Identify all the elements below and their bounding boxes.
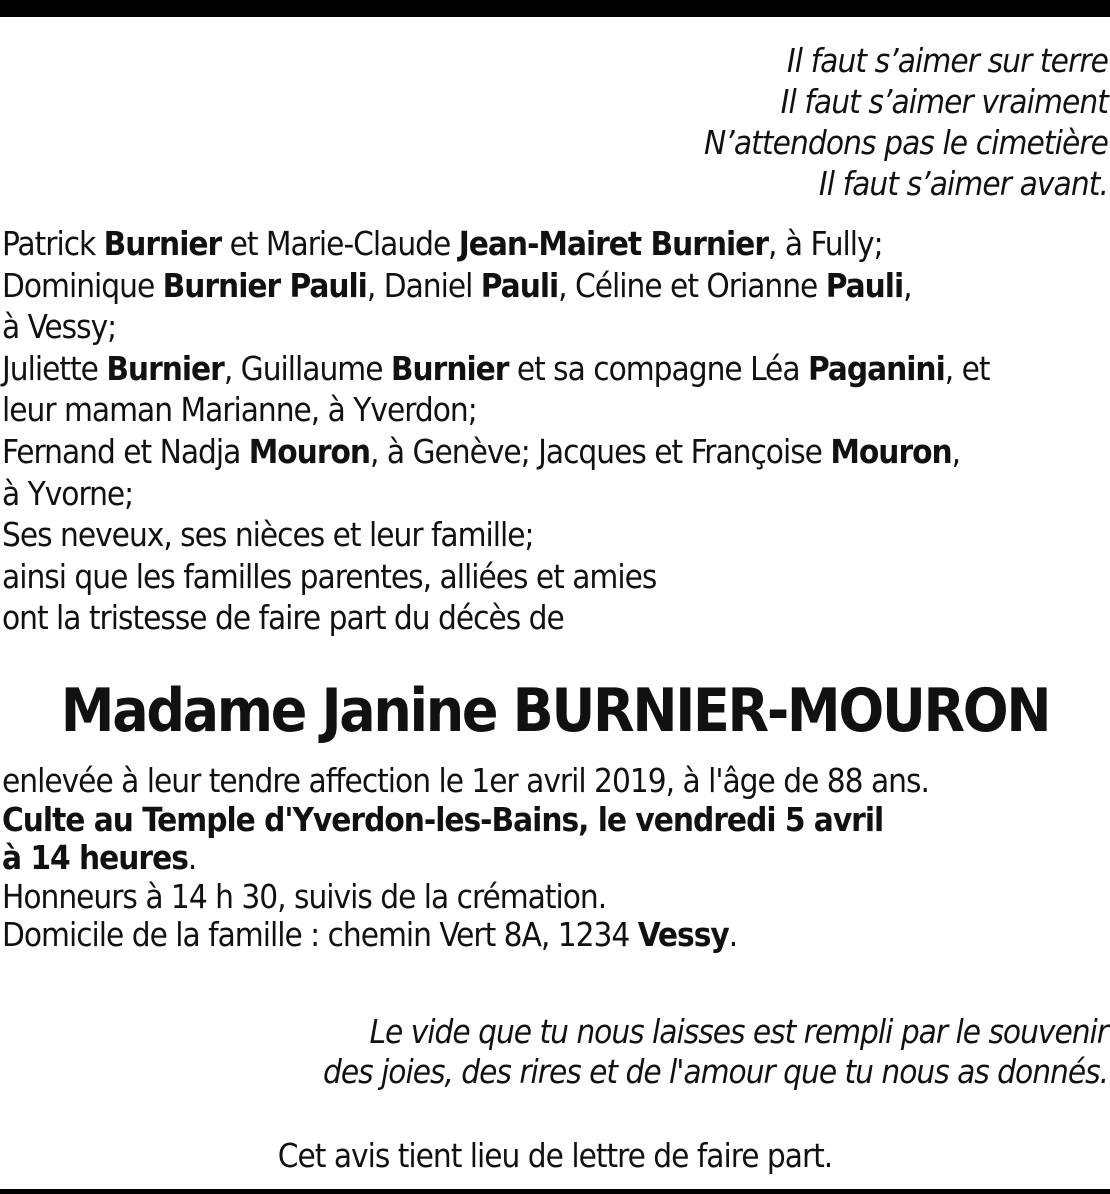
text: , Daniel — [366, 265, 481, 305]
surname: Pauli — [480, 265, 559, 305]
text: Fernand et Nadja — [2, 431, 249, 471]
text: , à Genève; Jacques et Françoise — [370, 431, 831, 471]
family-line — [2, 348, 1102, 390]
family-line — [2, 265, 1102, 307]
surname: Jean-Mairet Burnier — [458, 224, 768, 263]
text: Dominique — [2, 265, 163, 305]
surname: Burnier Pauli — [162, 265, 367, 305]
family-line: leur maman Marianne, à Yverdon; — [2, 390, 477, 430]
service-info: Culte au Temple d'Yverdon-les-Bains, le vendredi 5 avril — [2, 799, 884, 839]
text: Juliette — [2, 348, 107, 388]
family-line: ainsi que les familles parentes, alliées et amies — [2, 556, 657, 596]
honours-info: Honneurs à 14 h 30, suivis de la crémation. — [2, 876, 607, 916]
text: , Céline et Orianne — [558, 265, 826, 305]
text: , Guillaume — [223, 348, 391, 388]
text: . — [728, 915, 738, 954]
family-address — [2, 916, 1102, 955]
surname: Burnier — [390, 348, 509, 388]
deceased-name: Madame Janine BURNIER-MOURON — [60, 676, 1050, 746]
service-time — [2, 839, 1102, 878]
family-announcement — [2, 223, 1102, 639]
town: Vessy — [637, 915, 729, 954]
family-line — [2, 223, 1102, 265]
text: . — [187, 838, 197, 877]
text: , — [951, 431, 961, 471]
family-line: à Vessy; — [2, 307, 117, 347]
top-rule — [0, 0, 1110, 17]
surname: Paganini — [807, 348, 945, 388]
opening-poem — [108, 40, 1108, 204]
text: Patrick — [2, 224, 104, 263]
poem-line: Il faut s’aimer sur terre — [786, 41, 1108, 80]
surname: Burnier — [103, 224, 222, 263]
funeral-details — [2, 762, 1102, 955]
poem-line: Il faut s’aimer vraiment — [780, 82, 1108, 121]
poem-line: Il faut s’aimer avant. — [818, 164, 1108, 203]
bottom-rule — [0, 1189, 1110, 1194]
closing-verse — [108, 1012, 1108, 1092]
surname: Pauli — [825, 265, 904, 305]
text: et sa compagne Léa — [508, 348, 808, 388]
closing-note: Cet avis tient lieu de lettre de faire part. — [277, 1136, 833, 1175]
text: , et — [944, 348, 990, 388]
family-line — [2, 431, 1102, 473]
surname: Mouron — [248, 431, 371, 471]
surname: Mouron — [830, 431, 952, 471]
family-line: à Yvorne; — [2, 473, 134, 513]
service-time-bold: à 14 heures — [2, 838, 188, 877]
verse-line: des joies, des rires et de l'amour que tu nous as donnés. — [323, 1052, 1108, 1091]
text: Domicile de la famille : chemin Vert 8A, 1234 — [2, 915, 638, 954]
family-line: ont la tristesse de faire part du décès de — [2, 598, 564, 638]
text: , — [903, 265, 912, 305]
poem-line: N’attendons pas le cimetière — [704, 123, 1108, 162]
text: , à Fully; — [767, 224, 883, 263]
verse-line: Le vide que tu nous laisses est rempli par le souvenir — [369, 1012, 1108, 1051]
text: et Marie-Claude — [221, 224, 459, 263]
surname: Burnier — [106, 348, 224, 388]
death-notice: enlevée à leur tendre affection le 1er avril 2019, à l'âge de 88 ans. — [2, 761, 929, 800]
family-line: Ses neveux, ses nièces et leur famille; — [2, 515, 534, 555]
